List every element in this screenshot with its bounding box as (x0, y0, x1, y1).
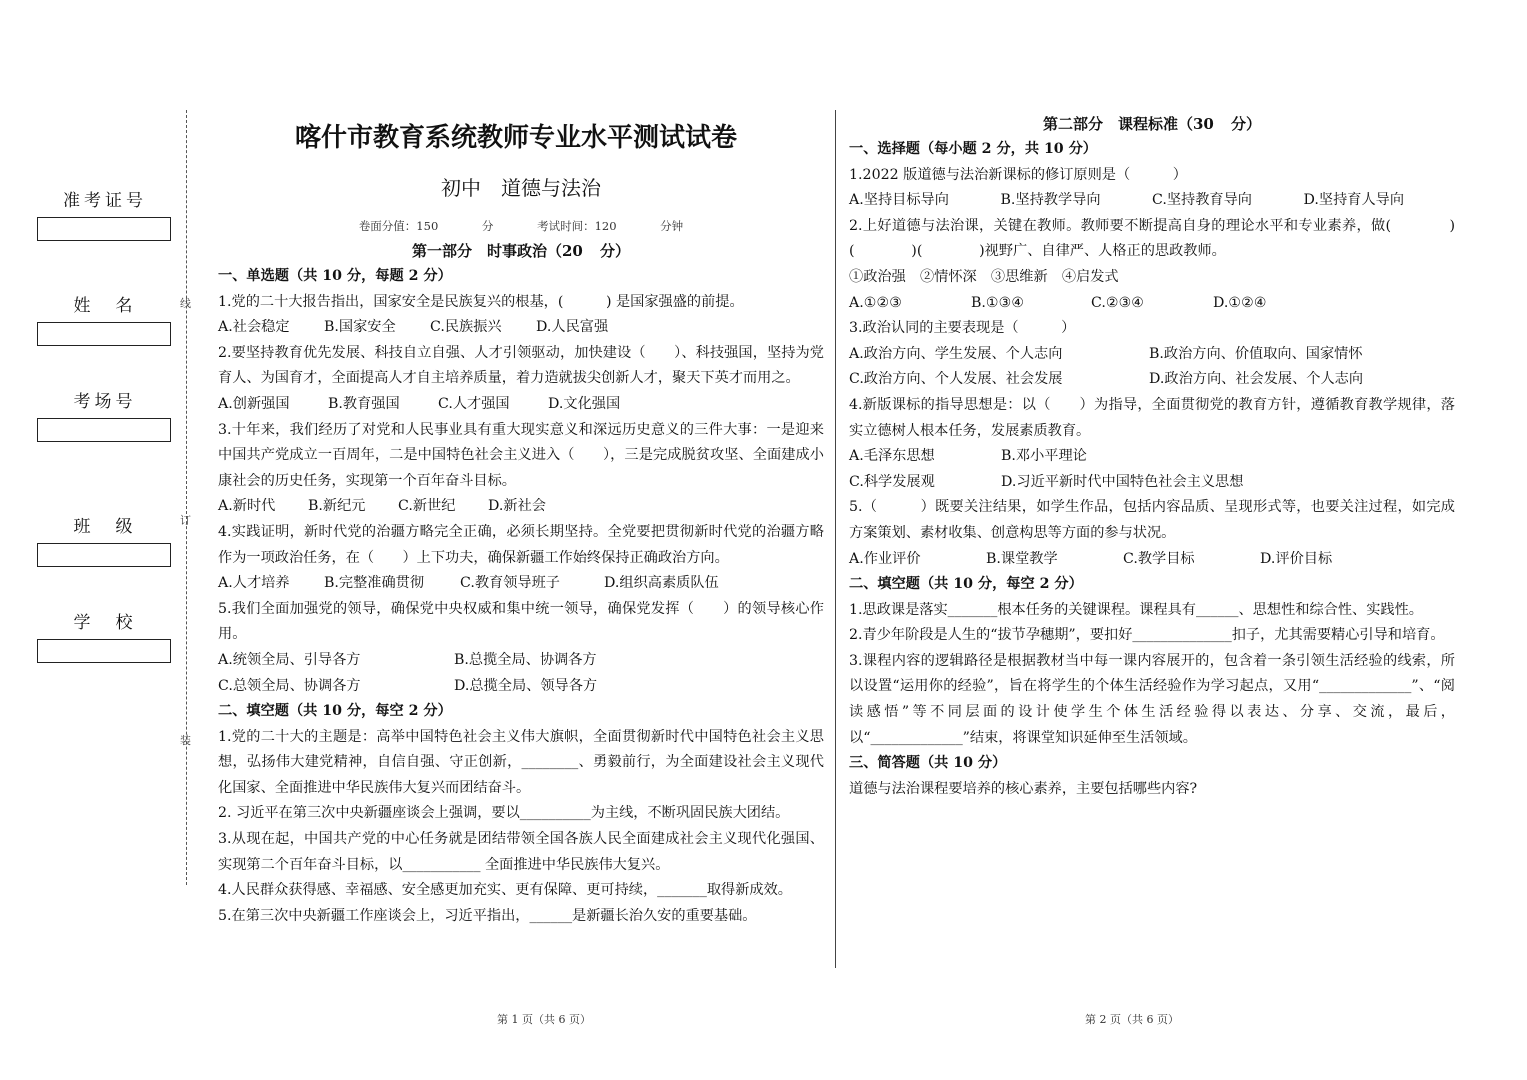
school-field (30, 608, 180, 663)
name-box[interactable] (37, 322, 171, 346)
class-field (30, 512, 180, 567)
option: B.新纪元 (308, 498, 366, 515)
page-divider (835, 110, 836, 968)
essay-question: 道德与法治课程要培养的核心素养，主要包括哪些内容? (849, 780, 1198, 797)
option: D.习近平新时代中国特色社会主义思想 (1001, 473, 1244, 490)
page-2 (849, 111, 1455, 802)
option: B.邓小平理论 (1001, 448, 1087, 465)
section-single-choice: 一、单选题（共 10 分，每题 2 分） (218, 268, 452, 284)
exam-id-box[interactable] (37, 217, 171, 241)
fill-question-3: 3.从现在起，中国共产党的中心任务就是团结带领全国各族人民全面建成社会主义现代化强国、实现第二个百年奋斗目标，以___________ 全面推进中华民族伟大复兴。 (218, 831, 824, 873)
option: D.文化强国 (548, 395, 621, 412)
option: B.坚持教学导向 (1000, 192, 1101, 209)
option: A.①②③ (849, 294, 902, 311)
option: C.总领全局、协调各方 (218, 677, 361, 694)
margin-mark-pack: 装 (180, 734, 191, 747)
question-4-options (218, 571, 824, 597)
fill-question-2: 2. 习近平在第三次中央新疆座谈会上强调，要以__________为主线，不断巩固民族大团结。 (218, 805, 790, 822)
option: D.政治方向、社会发展、个人志向 (1149, 371, 1364, 388)
option: B.总揽全局、协调各方 (454, 651, 597, 668)
question-2-options (849, 291, 1455, 317)
part-1-heading: 第一部分 时事政治（20 分） (411, 242, 631, 260)
question-1-options (849, 188, 1455, 214)
question-3-options-row-1 (849, 342, 1455, 368)
option: A.坚持目标导向 (849, 192, 949, 209)
question-3-options-row-2 (849, 367, 1455, 393)
page-1 (218, 114, 824, 929)
option: D.评价目标 (1260, 550, 1333, 567)
section-fill-blank: 二、填空题（共 10 分，每空 2 分） (218, 703, 452, 720)
option: A.新时代 (218, 498, 276, 515)
option: D.坚持育人导向 (1303, 192, 1405, 209)
name-label: 姓 名 (73, 296, 137, 316)
exam-id-label: 准考证号 (63, 191, 147, 211)
part-2-heading: 第二部分 课程标准（30 分） (1042, 115, 1262, 133)
margin-mark-line: 线 (180, 297, 191, 310)
option: C.②③④ (1091, 294, 1145, 311)
option: B.完整准确贯彻 (324, 575, 425, 592)
exam-subtitle: 初中 道德与法治 (441, 176, 601, 200)
binding-line (186, 110, 187, 885)
option: A.创新强国 (218, 395, 290, 412)
exam-room-label: 考场号 (73, 392, 137, 412)
option: A.政治方向、学生发展、个人志向 (849, 345, 1063, 362)
fill-question-2: 2.青少年阶段是人生的“拔节孕穗期”，要扣好______________扣子，尤其需要精心引导和培育。 (849, 627, 1445, 644)
section-short-answer: 三、简答题（共 10 分） (849, 755, 1007, 772)
question-5: 5.（ ）既要关注结果，如学生作品，包括内容品质、呈现形式等，也要关注过程，如完成方案策划、素材收集、创意构思等方面的参与状况。 (849, 499, 1455, 541)
question-1: 1.2022 版道德与法治新课标的修订原则是（ ） (849, 166, 1187, 183)
section-choice: 一、选择题（每小题 2 分，共 10 分） (849, 141, 1097, 157)
option: A.毛泽东思想 (849, 448, 935, 465)
option: A.作业评价 (849, 550, 921, 567)
option: C.新世纪 (398, 498, 456, 515)
question-3-options (218, 494, 824, 520)
option: C.政治方向、个人发展、社会发展 (849, 371, 1063, 388)
page-2-footer: 第 2 页（共 6 页） (1085, 1013, 1179, 1026)
question-5-options-row-2 (218, 674, 824, 700)
option: D.总揽全局、领导各方 (454, 677, 598, 694)
option: A.人才培养 (218, 575, 290, 592)
option: D.组织高素质队伍 (604, 575, 719, 592)
option: A.统领全局、引导各方 (218, 651, 361, 668)
option: B.①③④ (971, 294, 1025, 311)
option: C.民族振兴 (430, 319, 502, 336)
option: B.课堂教学 (986, 550, 1058, 567)
exam-room-field (30, 387, 180, 442)
question-2-items: ①政治强 ②情怀深 ③思维新 ④启发式 (849, 268, 1119, 285)
option: D.①②④ (1213, 294, 1267, 311)
option: D.新社会 (488, 498, 546, 515)
exam-id-field (30, 186, 180, 241)
class-label: 班 级 (73, 517, 137, 537)
question-4-options-row-1 (849, 444, 1455, 470)
section-fill-blank: 二、填空题（共 10 分，每空 2 分） (849, 576, 1083, 593)
option: C.坚持教育导向 (1152, 192, 1252, 209)
question-1: 1.党的二十大报告指出，国家安全是民族复兴的根基，( ) 是国家强盛的前提。 (218, 293, 744, 310)
option: B.政治方向、价值取向、国家情怀 (1149, 345, 1363, 362)
option: C.科学发展观 (849, 473, 935, 490)
time-info: 考试时间：120 分钟 (537, 219, 684, 233)
option: C.人才强国 (438, 395, 510, 412)
fill-question-5: 5.在第三次中央新疆工作座谈会上，习近平指出，______是新疆长治久安的重要基础。 (218, 907, 757, 924)
fill-question-1: 1.党的二十大的主题是：高举中国特色社会主义伟大旗帜，全面贯彻新时代中国特色社会主义思想，弘扬伟大建党精神，自信自强、守正创新，________、勇毅前行，为全面建设社会主义现代化国家、全面推进中华民族伟大复兴而团结奋斗。 (218, 728, 824, 796)
school-box[interactable] (37, 639, 171, 663)
option: D.人民富强 (536, 319, 609, 336)
question-3: 3.政治认同的主要表现是（ ） (849, 320, 1076, 337)
fill-question-3: 3.课程内容的逻辑路径是根据教材当中每一课内容展开的，包含着一条引领生活经验的线索，所以设置“运用你的经验”，旨在将学生的个体生活经验作为学习起点，又用“_____________”、“阅读感悟”等不同层面的设计使学生个体生活经验得以表达、分享、交流，最后，以“_____________”结束，将课堂知识延伸至生活领域。 (849, 652, 1455, 746)
fill-question-1: 1.思政课是落实_______根本任务的关键课程。课程具有______、思想性和综合性、实践性。 (849, 601, 1423, 618)
exam-title: 喀什市教育系统教师专业水平测试试卷 (294, 123, 737, 153)
question-2: 2.上好道德与法治课，关键在教师。教师要不断提高自身的理论水平和专业素养，做( )( )( )视野广、自律严、人格正的思政教师。 (849, 217, 1455, 260)
margin-mark-bind: 订 (180, 514, 191, 527)
fill-question-4: 4.人民群众获得感、幸福感、安全感更加充实、更有保障、更可持续，_______取得新成效。 (218, 882, 792, 899)
page-1-footer: 第 1 页（共 6 页） (497, 1013, 591, 1026)
option: B.国家安全 (324, 319, 396, 336)
option: A.社会稳定 (218, 319, 290, 336)
option: C.教育领导班子 (460, 575, 560, 592)
question-3: 3.十年来，我们经历了对党和人民事业具有重大现实意义和深远历史意义的三件大事：一是迎来中国共产党成立一百周年，二是中国特色社会主义进入（ ），三是完成脱贫攻坚、全面建成小康社会的历史任务，实现第一个百年奋斗目标。 (218, 421, 824, 489)
score-info: 卷面分值：150 分 (358, 219, 494, 233)
school-label: 学 校 (73, 613, 137, 633)
option: B.教育强国 (328, 395, 400, 412)
question-1-options (218, 315, 824, 341)
exam-meta (218, 214, 824, 238)
question-4: 4.实践证明，新时代党的治疆方略完全正确，必须长期坚持。全党要把贯彻新时代党的治疆方略作为一项政治任务，在（ ）上下功夫，确保新疆工作始终保持正确政治方向。 (218, 523, 824, 566)
exam-room-box[interactable] (37, 418, 171, 442)
option: C.教学目标 (1123, 550, 1195, 567)
class-box[interactable] (37, 543, 171, 567)
question-5-options (849, 547, 1455, 573)
question-5-options-row-1 (218, 648, 824, 674)
question-2-options (218, 392, 824, 418)
question-4: 4.新版课标的指导思想是：以（ ）为指导，全面贯彻党的教育方针，遵循教育教学规律，落实立德树人根本任务，发展素质教育。 (849, 396, 1455, 439)
question-4-options-row-2 (849, 470, 1455, 496)
question-2: 2.要坚持教育优先发展、科技自立自强、人才引领驱动，加快建设（ ）、科技强国，坚持为党育人、为国育才，全面提高人才自主培养质量，着力造就拔尖创新人才，聚天下英才而用之。 (218, 344, 824, 387)
name-field (30, 291, 180, 346)
question-5: 5.我们全面加强党的领导，确保党中央权威和集中统一领导，确保党发挥（ ）的领导核心作用。 (218, 600, 824, 643)
